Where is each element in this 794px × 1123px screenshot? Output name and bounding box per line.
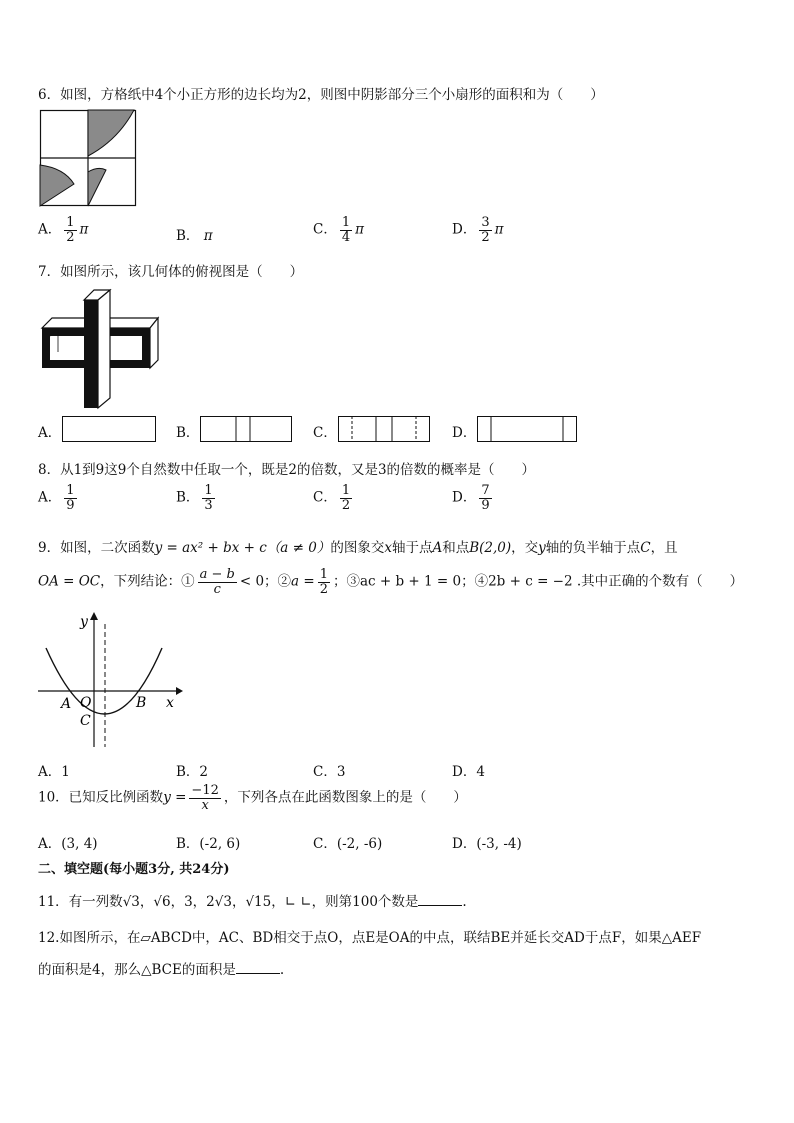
q7-option-b-shape	[200, 416, 292, 442]
q6-option-d[interactable]: D． $\frac{3}{2}$ π	[452, 215, 504, 245]
q6-stem: 6．如图，方格纸中4个小正方形的边长均为2，则图中阴影部分三个小扇形的面积和为（ ）	[38, 87, 604, 103]
graph-label-B: B	[136, 695, 147, 711]
q12-line1: 12.如图所示，在▱ABCD中，AC、BD相交于点O，点E是OA的中点，联结BE并延长交AD于点F，如果△AEF	[38, 930, 702, 946]
q11-answer-blank[interactable]	[418, 905, 462, 906]
q9-option-c[interactable]: C．3	[313, 764, 346, 780]
q7-option-c-shape	[338, 416, 430, 442]
q11-stem: 11．有一列数√3，√6，3，2√3，√15，∟ ∟，则第100个数是 .	[38, 894, 467, 910]
q12-line2: 的面积是4，那么△BCE的面积是 .	[38, 962, 285, 978]
q6-option-b[interactable]: B． π	[176, 228, 213, 244]
q7-option-a-shape	[62, 416, 156, 442]
q7-figure	[40, 288, 160, 408]
graph-label-y: y	[80, 614, 88, 630]
q7-option-d[interactable]: D．	[452, 425, 477, 441]
q7-option-b[interactable]: B．	[176, 425, 200, 441]
q7-option-d-shape	[477, 416, 577, 442]
graph-label-C: C	[80, 713, 91, 729]
q9-option-b[interactable]: B．2	[176, 764, 209, 780]
q8-stem: 8．从1到9这9个自然数中任取一个，既是2的倍数，又是3的倍数的概率是（ ）	[38, 462, 536, 478]
q9-option-d[interactable]: D．4	[452, 764, 485, 780]
q10-option-d[interactable]: D．(-3, -4)	[452, 836, 522, 852]
q8-option-b[interactable]: B． $\frac{1}{3}$	[176, 483, 213, 513]
q8-option-a[interactable]: A． $\frac{1}{9}$	[38, 483, 75, 513]
q7-stem: 7．如图所示，该几何体的俯视图是（ ）	[38, 264, 304, 280]
q10-option-c[interactable]: C．(-2, -6)	[313, 836, 383, 852]
q7-option-a[interactable]: A．	[38, 425, 62, 441]
q6-option-a[interactable]: A． $\frac{1}{2}$ π	[38, 215, 89, 245]
graph-label-A: A	[61, 696, 72, 712]
q8-option-c[interactable]: C． $\frac{1}{2}$	[313, 483, 351, 513]
graph-label-x: x	[166, 695, 174, 711]
q8-option-d[interactable]: D． $\frac{7}{9}$	[452, 483, 490, 513]
q9-option-a[interactable]: A．1	[38, 764, 70, 780]
graph-label-O: O	[80, 695, 92, 711]
q9-line1: 9．如图，二次函数y = ax² + bx + c（a ≠ 0）的图象交x轴于点A和点B(2,0)，交y轴的负半轴于点C，且	[38, 540, 678, 556]
q9-line2: OA = OC，下列结论：① $\frac{a - b}{c}$ < 0；②a = $\frac{1}{2}$ ；③ac + b + 1 = 0；④2b + c = −2 .其中正确的个数有（ ）	[38, 567, 744, 597]
q6-option-c[interactable]: C． $\frac{1}{4}$ π	[313, 215, 364, 245]
q9-graph	[38, 612, 183, 752]
q10-option-a[interactable]: A．(3, 4)	[38, 836, 98, 852]
q10-stem: 10．已知反比例函数y = $\frac{-12}{x}$ ，下列各点在此函数图象上的是（ ）	[38, 783, 467, 813]
q10-option-b[interactable]: B．(-2, 6)	[176, 836, 241, 852]
q6-figure	[40, 110, 136, 206]
q7-option-c[interactable]: C．	[313, 425, 337, 441]
section-heading: 二、填空题(每小题3分, 共24分)	[38, 862, 230, 877]
q12-answer-blank[interactable]	[236, 973, 280, 974]
